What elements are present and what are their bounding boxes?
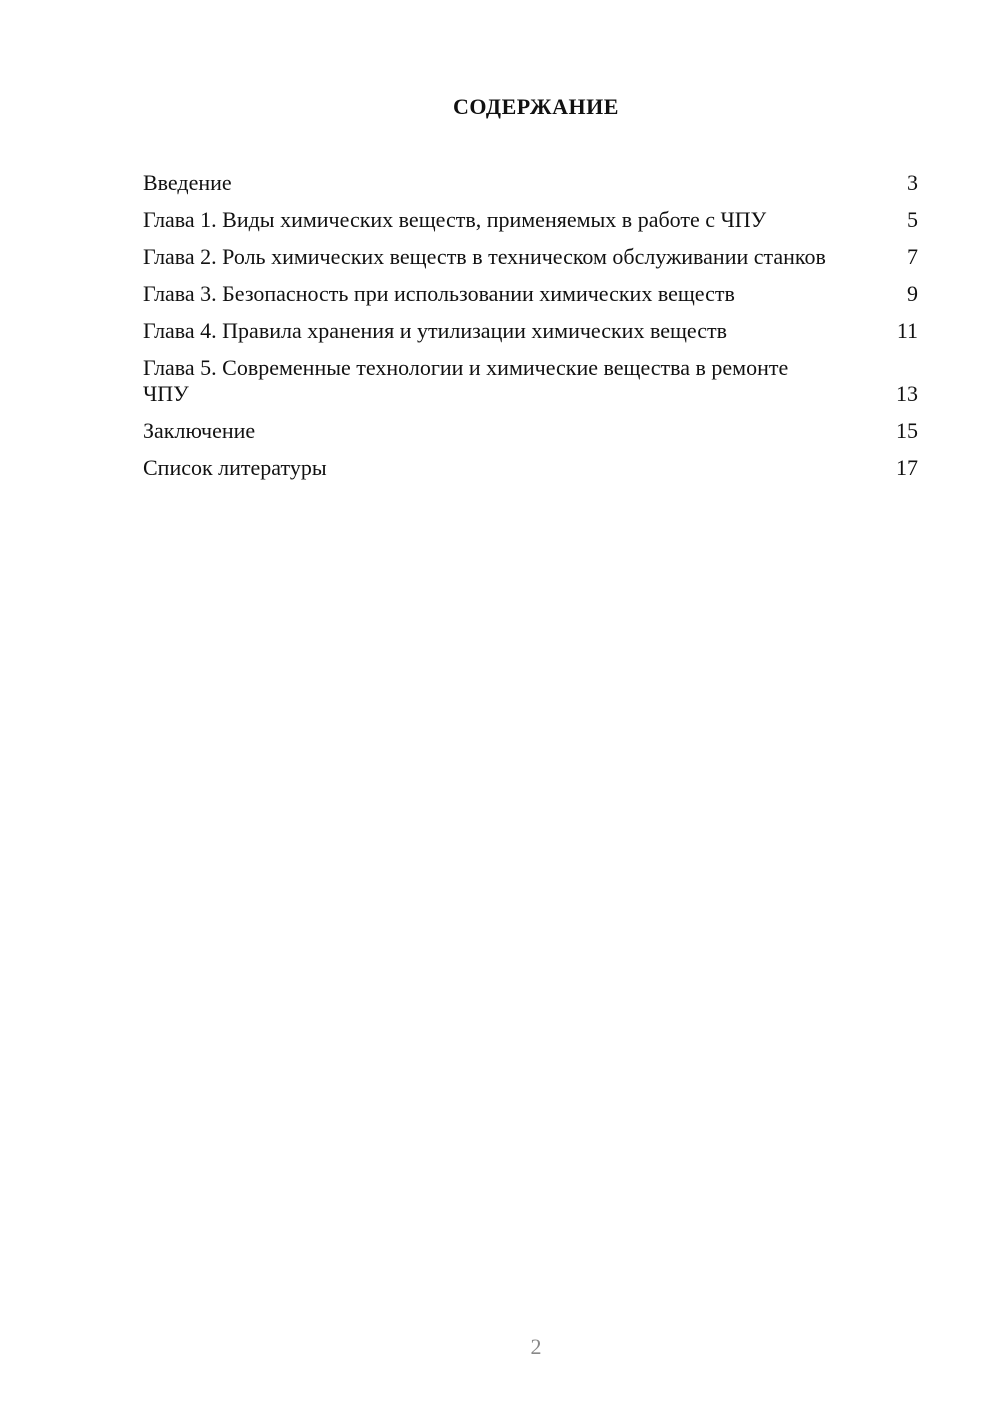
page-title: СОДЕРЖАНИЕ bbox=[453, 94, 619, 119]
toc-entry-conclusion bbox=[143, 418, 918, 444]
toc-entry-label: Список литературы bbox=[143, 455, 327, 480]
toc-entry-page: 3 bbox=[907, 170, 918, 195]
toc-entry-label: Введение bbox=[143, 170, 232, 195]
toc-entry-chapter-4 bbox=[143, 318, 918, 344]
toc-entry-chapter-5 bbox=[143, 355, 918, 407]
toc-entry-chapter-3 bbox=[143, 281, 918, 307]
toc-entry-chapter-1 bbox=[143, 207, 918, 233]
toc-entry-introduction bbox=[143, 170, 918, 196]
toc-entry-chapter-2 bbox=[143, 244, 918, 270]
toc-entry-label: Глава 2. Роль химических веществ в техническом обслуживании станков bbox=[143, 244, 826, 269]
toc-entry-page: 17 bbox=[896, 455, 918, 480]
table-of-contents bbox=[143, 170, 918, 492]
toc-entry-page: 15 bbox=[896, 418, 918, 443]
toc-entry-page: 13 bbox=[896, 381, 918, 406]
toc-entry-page: 9 bbox=[907, 281, 918, 306]
toc-entry-label: Глава 3. Безопасность при использовании химических веществ bbox=[143, 281, 735, 306]
toc-entry-label: Глава 1. Виды химических веществ, применяемых в работе с ЧПУ bbox=[143, 207, 767, 232]
page-number: 2 bbox=[530, 1334, 542, 1359]
toc-entry-page: 7 bbox=[907, 244, 918, 269]
toc-entry-label: Глава 4. Правила хранения и утилизации химических веществ bbox=[143, 318, 727, 343]
toc-entry-page: 5 bbox=[907, 207, 918, 232]
toc-entry-page: 11 bbox=[896, 318, 918, 343]
toc-entry-label: Глава 5. Современные технологии и химические вещества в ремонте ЧПУ bbox=[143, 355, 789, 406]
toc-entry-references bbox=[143, 455, 918, 481]
toc-entry-label: Заключение bbox=[143, 418, 256, 443]
